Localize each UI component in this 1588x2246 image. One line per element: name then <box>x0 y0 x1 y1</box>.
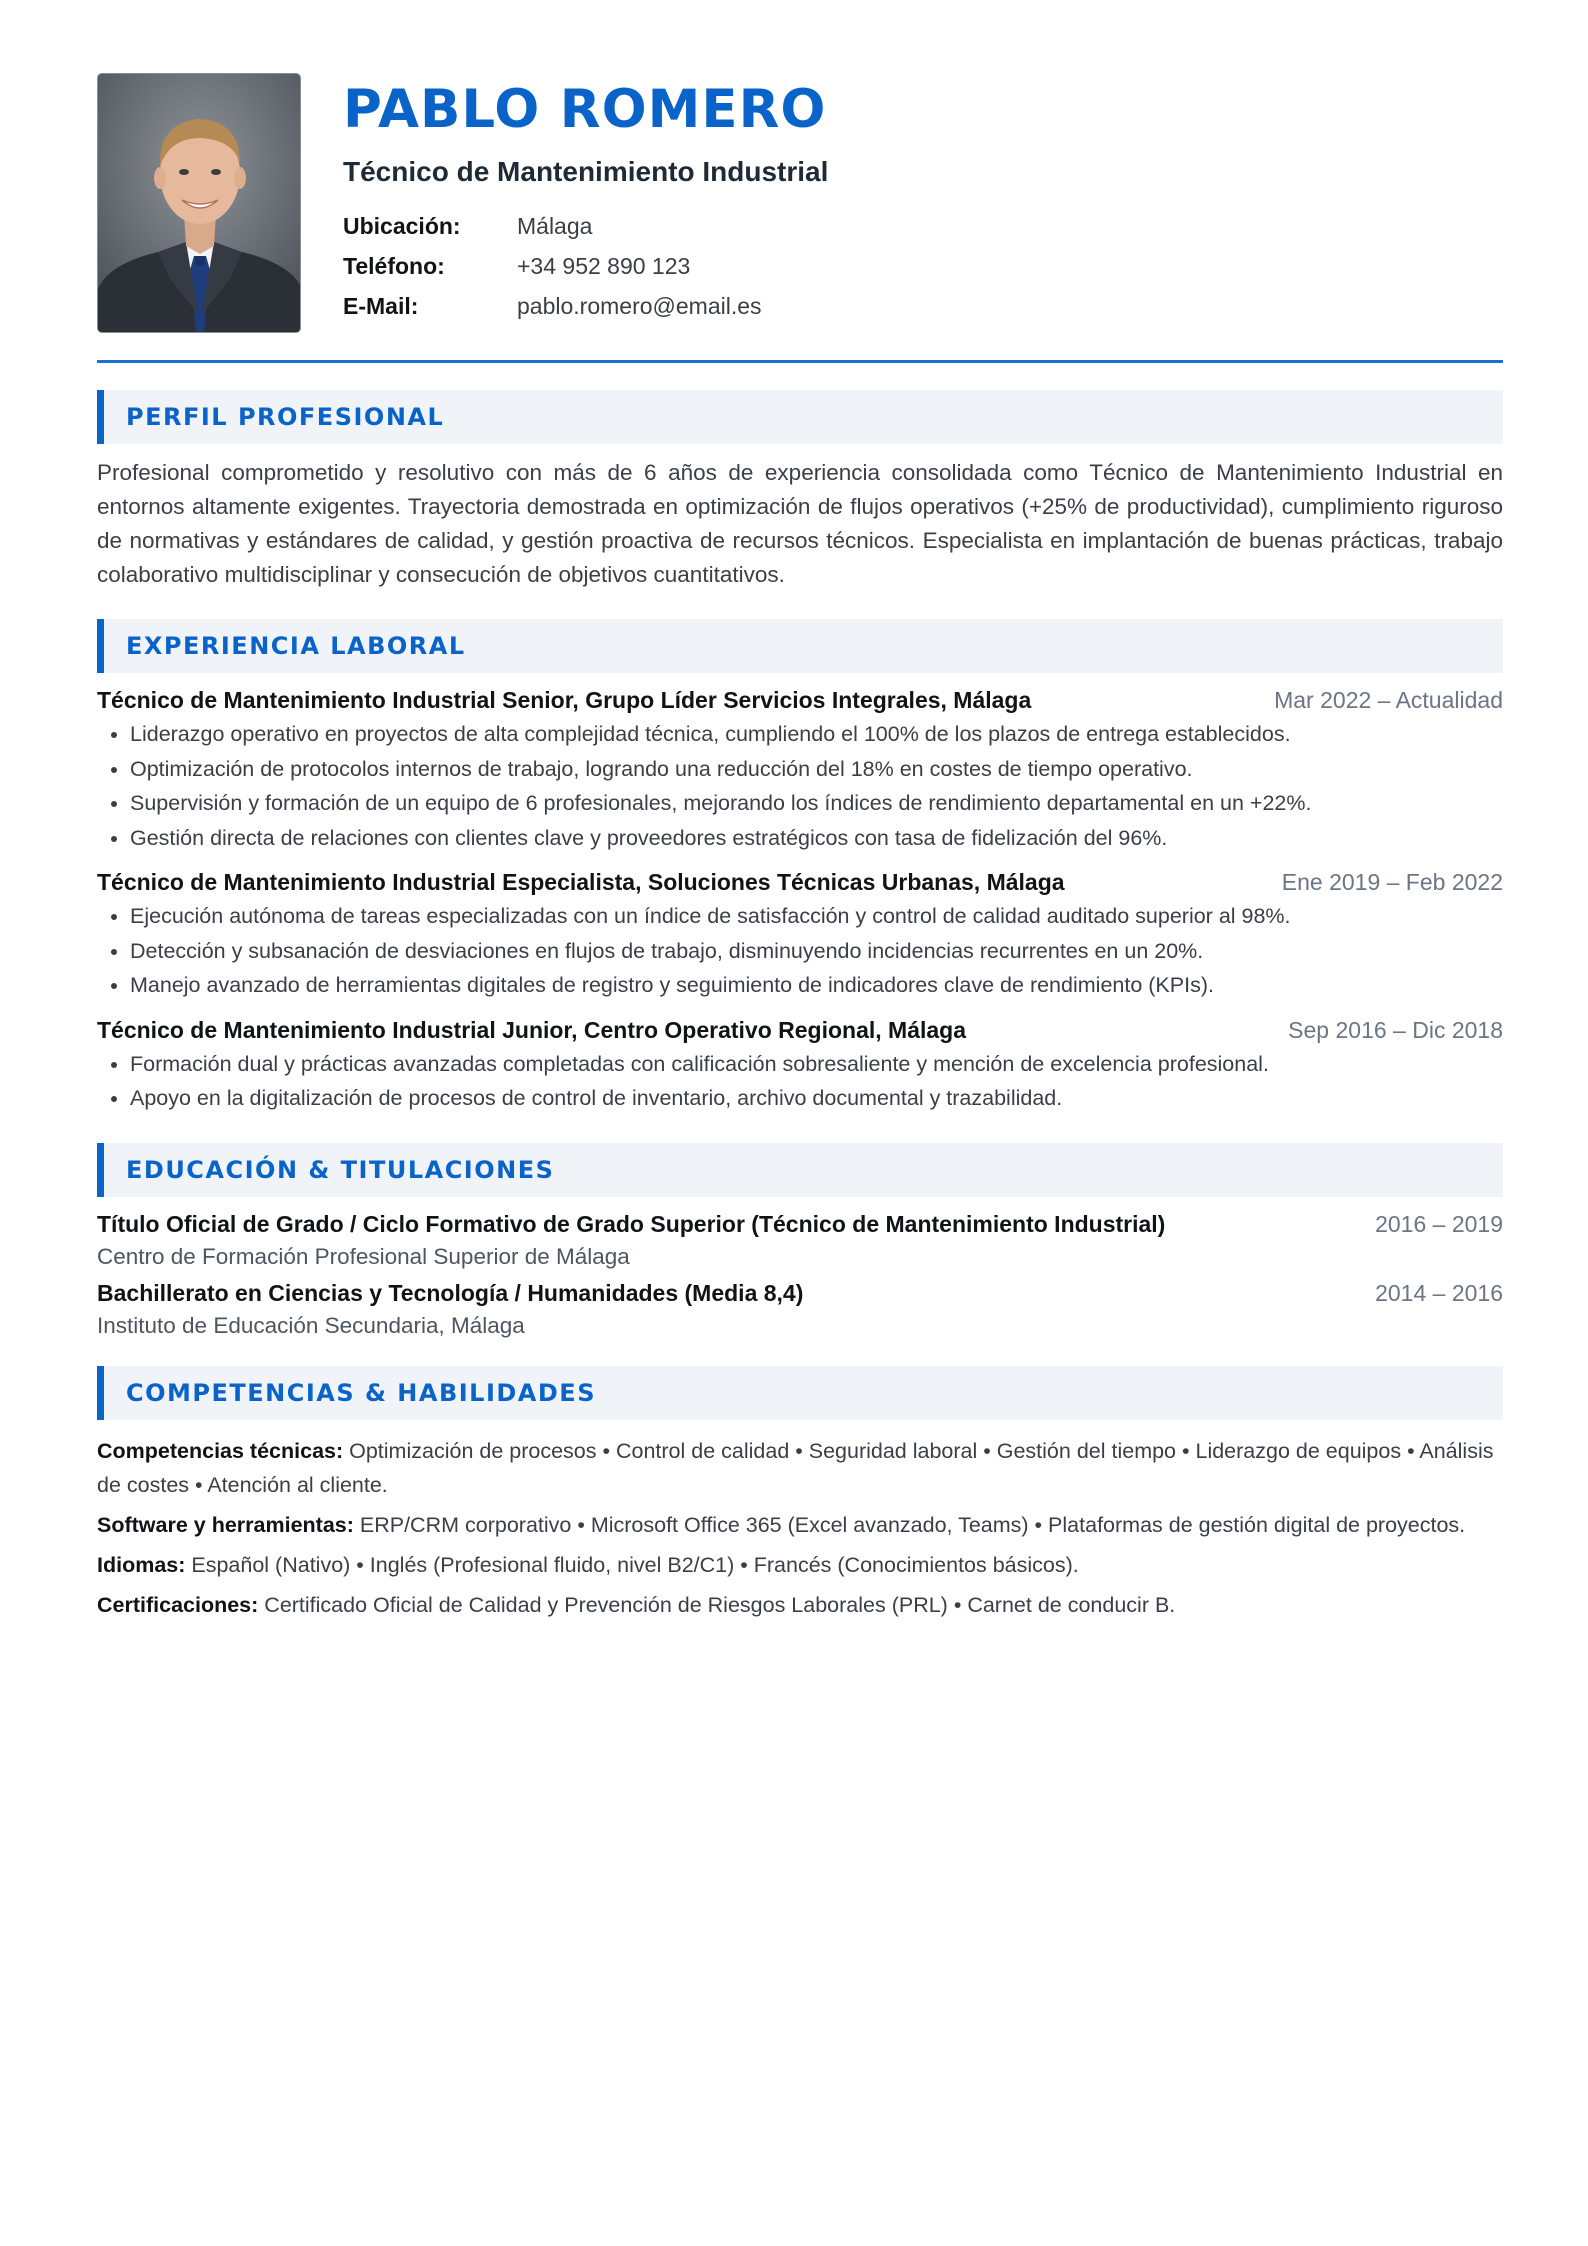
section-title: PERFIL PROFESIONAL <box>126 403 445 431</box>
job-header <box>97 1017 1503 1044</box>
job-bullet: Supervisión y formación de un equipo de 6 profesionales, mejorando los índices de rendimiento departamental en un +22%. <box>97 786 1503 821</box>
job-bullets <box>97 1047 1503 1116</box>
skill-label: Certificaciones: <box>97 1592 259 1617</box>
education-date: 2014 – 2016 <box>1375 1279 1503 1306</box>
job-bullet: Ejecución autónoma de tareas especializadas con un índice de satisfacción y control de calidad auditado superior al 98%. <box>97 899 1503 934</box>
job-bullets <box>97 899 1503 1003</box>
contact-email <box>343 286 828 326</box>
job-bullet: Gestión directa de relaciones con clientes clave y proveedores estratégicos con tasa de fidelización del 96%. <box>97 821 1503 856</box>
contact-value: Málaga <box>517 212 593 239</box>
section-title: EXPERIENCIA LABORAL <box>126 632 466 660</box>
education-degree: Título Oficial de Grado / Ciclo Formativo de Grado Superior (Técnico de Mantenimiento Industrial) <box>97 1210 1166 1237</box>
job-bullet: Apoyo en la digitalización de procesos de control de inventario, archivo documental y trazabilidad. <box>97 1081 1503 1116</box>
contact-value: +34 952 890 123 <box>517 252 691 279</box>
education-header <box>97 1280 1503 1307</box>
job-bullet: Detección y subsanación de desviaciones en flujos de trabajo, disminuyendo incidencias recurrentes en un 20%. <box>97 934 1503 969</box>
header-divider <box>97 360 1503 363</box>
contact-label: Ubicación: <box>343 212 461 239</box>
job-title: Técnico de Mantenimiento Industrial Junior, Centro Operativo Regional, Málaga <box>97 1016 967 1043</box>
skills-list <box>97 1434 1503 1622</box>
header-info <box>343 73 828 326</box>
profile-summary: Profesional comprometido y resolutivo con más de 6 años de experiencia consolidada como Técnico de Mantenimiento Industrial en entornos altamente exigentes. Trayectoria demostrada en optimización de flujos operativos (+25% de productividad), cumplimiento riguroso de normativas y estándares de calidad, y gestión proactiva de recursos técnicos. Especialista en implantación de buenas prácticas, trabajo colaborativo multidisciplinar y consecución de objetivos cuantitativos. <box>97 460 1503 587</box>
contact-phone <box>343 246 828 286</box>
contact-list <box>343 206 828 326</box>
candidate-name: PABLO ROMERO <box>343 79 827 140</box>
portrait-image <box>98 74 301 333</box>
skill-label: Competencias técnicas: <box>97 1438 344 1463</box>
job-bullet: Optimización de protocolos internos de trabajo, logrando una reducción del 18% en costes de tiempo operativo. <box>97 752 1503 787</box>
education-entry <box>97 1280 1503 1339</box>
candidate-title: Técnico de Mantenimiento Industrial <box>343 156 829 187</box>
education-school: Instituto de Educación Secundaria, Málaga <box>97 1312 525 1338</box>
job-entry <box>97 687 1503 855</box>
profile-photo <box>97 73 301 333</box>
education-entry <box>97 1211 1503 1270</box>
job-header <box>97 687 1503 714</box>
resume-header <box>97 73 1503 333</box>
skill-row-certifications <box>97 1588 1503 1622</box>
job-bullet: Formación dual y prácticas avanzadas completadas con calificación sobresaliente y mención de excelencia profesional. <box>97 1047 1503 1082</box>
skill-value: ERP/CRM corporativo • Microsoft Office 365 (Excel avanzado, Teams) • Plataformas de gestión digital de proyectos. <box>353 1512 1466 1537</box>
skill-label: Idiomas: <box>97 1552 186 1577</box>
contact-value: pablo.romero@email.es <box>517 292 762 319</box>
education-date: 2016 – 2019 <box>1375 1210 1503 1237</box>
section-education-heading <box>97 1143 1503 1197</box>
contact-location <box>343 206 828 246</box>
skill-row-languages <box>97 1548 1503 1582</box>
skill-row-technical <box>97 1434 1503 1502</box>
job-date: Mar 2022 – Actualidad <box>1274 687 1503 713</box>
skill-row-software <box>97 1508 1503 1542</box>
resume-page <box>97 73 1503 1628</box>
job-entry <box>97 869 1503 1003</box>
job-entry <box>97 1017 1503 1116</box>
skill-value: Español (Nativo) • Inglés (Profesional fluido, nivel B2/C1) • Francés (Conocimientos básicos). <box>185 1552 1079 1577</box>
section-title: EDUCACIÓN & TITULACIONES <box>126 1155 555 1184</box>
section-title: COMPETENCIAS & HABILIDADES <box>126 1378 596 1407</box>
education-school: Centro de Formación Profesional Superior de Málaga <box>97 1243 630 1269</box>
skill-value: Certificado Oficial de Calidad y Prevención de Riesgos Laborales (PRL) • Carnet de conducir B. <box>258 1592 1176 1617</box>
contact-label: Teléfono: <box>343 252 445 279</box>
skill-value: Optimización de procesos • Control de calidad • Seguridad laboral • Gestión del tiempo • Liderazgo de equipos • Análisis de costes • Atención al cliente. <box>97 1438 1494 1497</box>
contact-label: E-Mail: <box>343 292 419 319</box>
job-header <box>97 869 1503 896</box>
education-degree: Bachillerato en Ciencias y Tecnología / Humanidades (Media 8,4) <box>97 1279 804 1306</box>
job-bullet: Manejo avanzado de herramientas digitales de registro y seguimiento de indicadores clave de rendimiento (KPIs). <box>97 968 1503 1003</box>
job-date: Ene 2019 – Feb 2022 <box>1281 869 1503 895</box>
job-title: Técnico de Mantenimiento Industrial Especialista, Soluciones Técnicas Urbanas, Málaga <box>97 869 1065 895</box>
job-bullet: Liderazgo operativo en proyectos de alta complejidad técnica, cumpliendo el 100% de los plazos de entrega establecidos. <box>97 717 1503 752</box>
skill-label: Software y herramientas: <box>97 1512 354 1537</box>
job-date: Sep 2016 – Dic 2018 <box>1288 1016 1503 1043</box>
section-profile-heading <box>97 390 1503 444</box>
section-experience-heading <box>97 619 1503 673</box>
job-title: Técnico de Mantenimiento Industrial Senior, Grupo Líder Servicios Integrales, Málaga <box>97 687 1032 713</box>
section-skills-heading <box>97 1366 1503 1420</box>
education-header <box>97 1211 1503 1238</box>
job-bullets <box>97 717 1503 855</box>
